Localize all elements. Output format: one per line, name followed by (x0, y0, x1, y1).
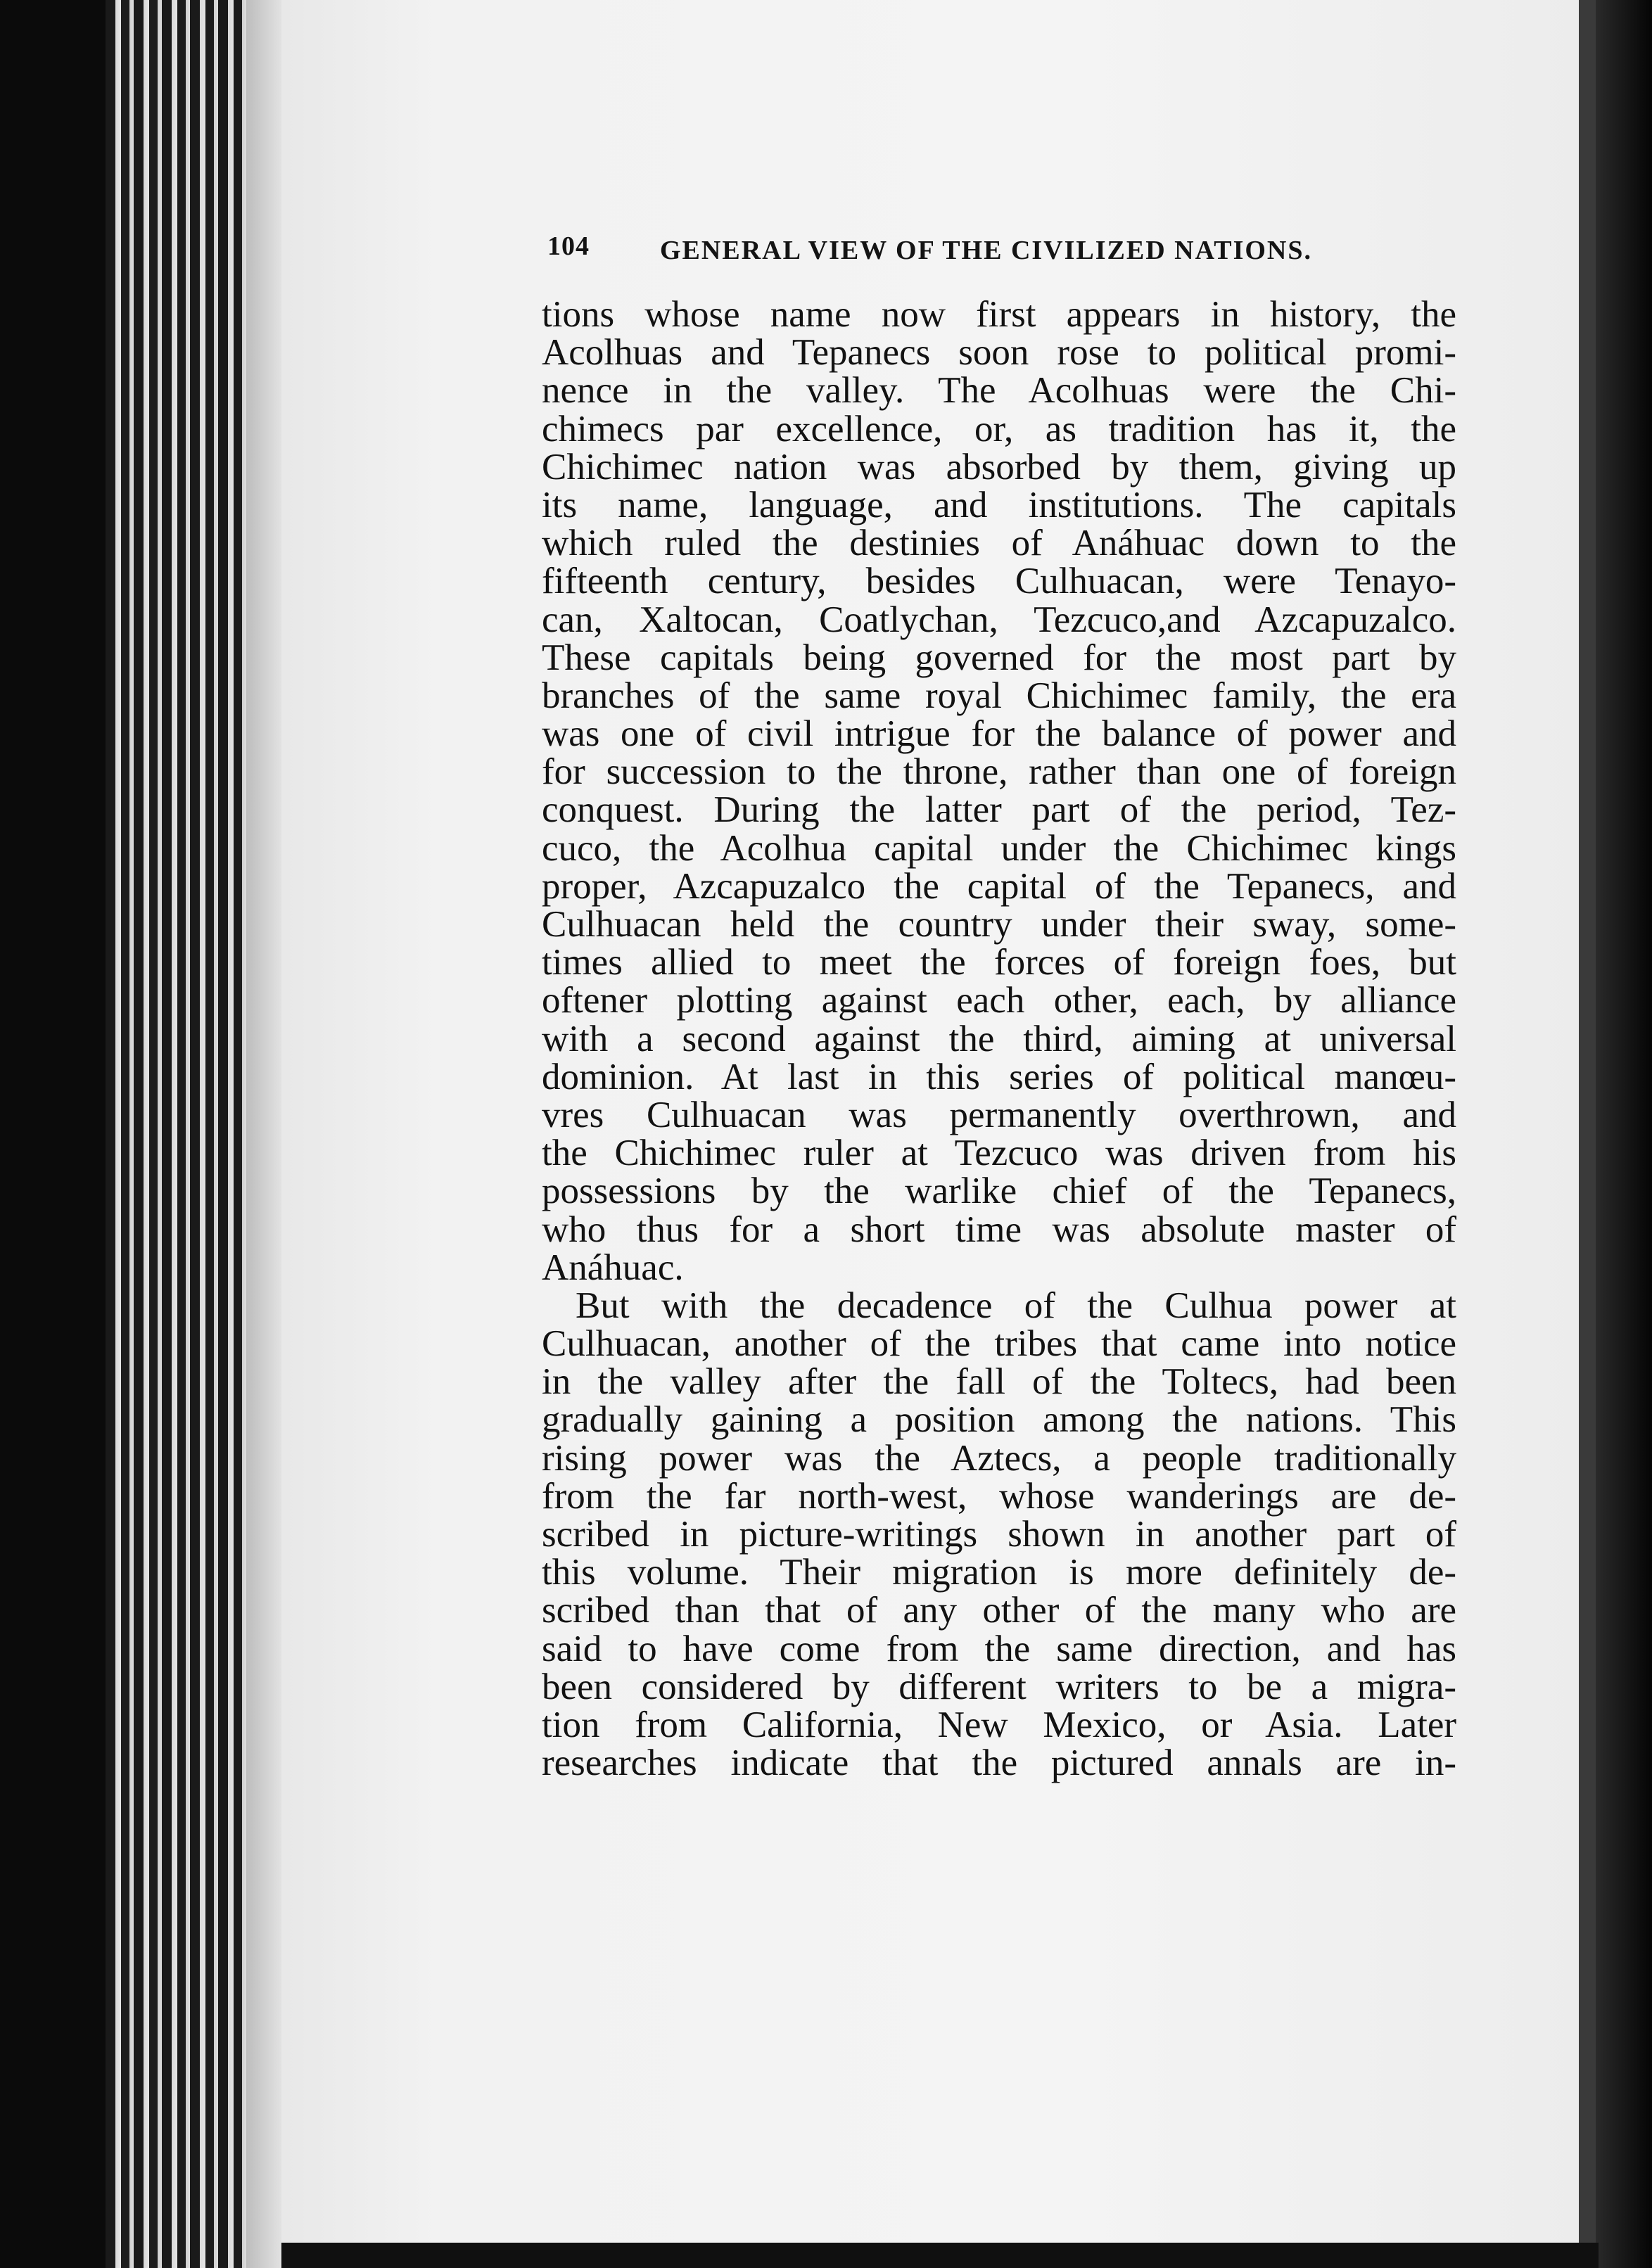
text-line: nence in the valley. The Acolhuas were the Chi- (542, 370, 1456, 412)
text-line: been considered by different writers to be a migra- (542, 1666, 1456, 1707)
text-line: Acolhuas and Tepanecs soon rose to political promi- (542, 332, 1456, 374)
text-line: said to have come from the same direction, and has (542, 1628, 1456, 1669)
text-line: conquest. During the latter part of the period, Tez- (542, 789, 1456, 831)
text-line: vres Culhuacan was permanently overthrown, and (542, 1094, 1456, 1135)
text-line: times allied to meet the forces of foreign foes, but (542, 942, 1456, 983)
body-text (542, 295, 1456, 1782)
running-head (547, 231, 1448, 273)
text-line: branches of the same royal Chichimec family, the era (542, 675, 1456, 716)
text-line: fifteenth century, besides Culhuacan, were Tenayo- (542, 561, 1456, 602)
text-line: gradually gaining a position among the nations. This (542, 1399, 1456, 1441)
text-line: rising power was the Aztecs, a people traditionally (542, 1437, 1456, 1479)
text-line: possessions by the warlike chief of the Tepanecs, (542, 1171, 1456, 1212)
text-line: tions whose name now first appears in history, the (542, 294, 1456, 335)
text-line: proper, Azcapuzalco the capital of the Tepanecs, and (542, 865, 1456, 907)
text-line: These capitals being governed for the most part by (542, 637, 1456, 678)
text-line: But with the decadence of the Culhua power at (576, 1285, 1456, 1326)
text-line: tion from California, New Mexico, or Asia. Later (542, 1704, 1456, 1745)
text-line: cuco, the Acolhua capital under the Chichimec kings (542, 827, 1456, 869)
running-title: GENERAL VIEW OF THE CIVILIZED NATIONS. (660, 236, 1313, 265)
text-line: Culhuacan, another of the tribes that came into notice (542, 1323, 1456, 1365)
text-line: from the far north-west, whose wanderings are de- (542, 1475, 1456, 1517)
text-line: scribed than that of any other of the many who are (542, 1590, 1456, 1631)
right-page-edge (1579, 0, 1596, 2268)
text-line: Chichimec nation was absorbed by them, giving up (542, 446, 1456, 488)
text-line: chimecs par excellence, or, as tradition has it, the (542, 408, 1456, 450)
text-line: this volume. Their migration is more definitely de- (542, 1552, 1456, 1593)
text-line: which ruled the destinies of Anáhuac down to the (542, 523, 1456, 564)
text-line: Anáhuac. (542, 1247, 684, 1288)
text-line: with a second against the third, aiming at universal (542, 1018, 1456, 1059)
text-line: can, Xaltocan, Coatlychan, Tezcuco,and Azcapuzalco. (542, 599, 1456, 640)
text-line: in the valley after the fall of the Toltecs, had been (542, 1361, 1456, 1403)
text-line: its name, language, and institutions. The capitals (542, 484, 1456, 525)
book-cover-edge (1596, 0, 1652, 2268)
text-line: was one of civil intrigue for the balance of power and (542, 713, 1456, 755)
text-line: dominion. At last in this series of political manœu- (542, 1056, 1456, 1097)
text-line: Culhuacan held the country under their sway, some- (542, 904, 1456, 945)
bottom-shadow (281, 2243, 1599, 2268)
text-line: the Chichimec ruler at Tezcuco was driven from his (542, 1133, 1456, 1174)
text-line: oftener plotting against each other, each, by alliance (542, 980, 1456, 1021)
text-line: for succession to the throne, rather than one of foreign (542, 751, 1456, 793)
page-number: 104 (547, 231, 590, 261)
text-line: who thus for a short time was absolute master of (542, 1209, 1456, 1250)
text-line: scribed in picture-writings shown in another part of (542, 1514, 1456, 1555)
text-line: researches indicate that the pictured annals are in- (542, 1743, 1456, 1784)
